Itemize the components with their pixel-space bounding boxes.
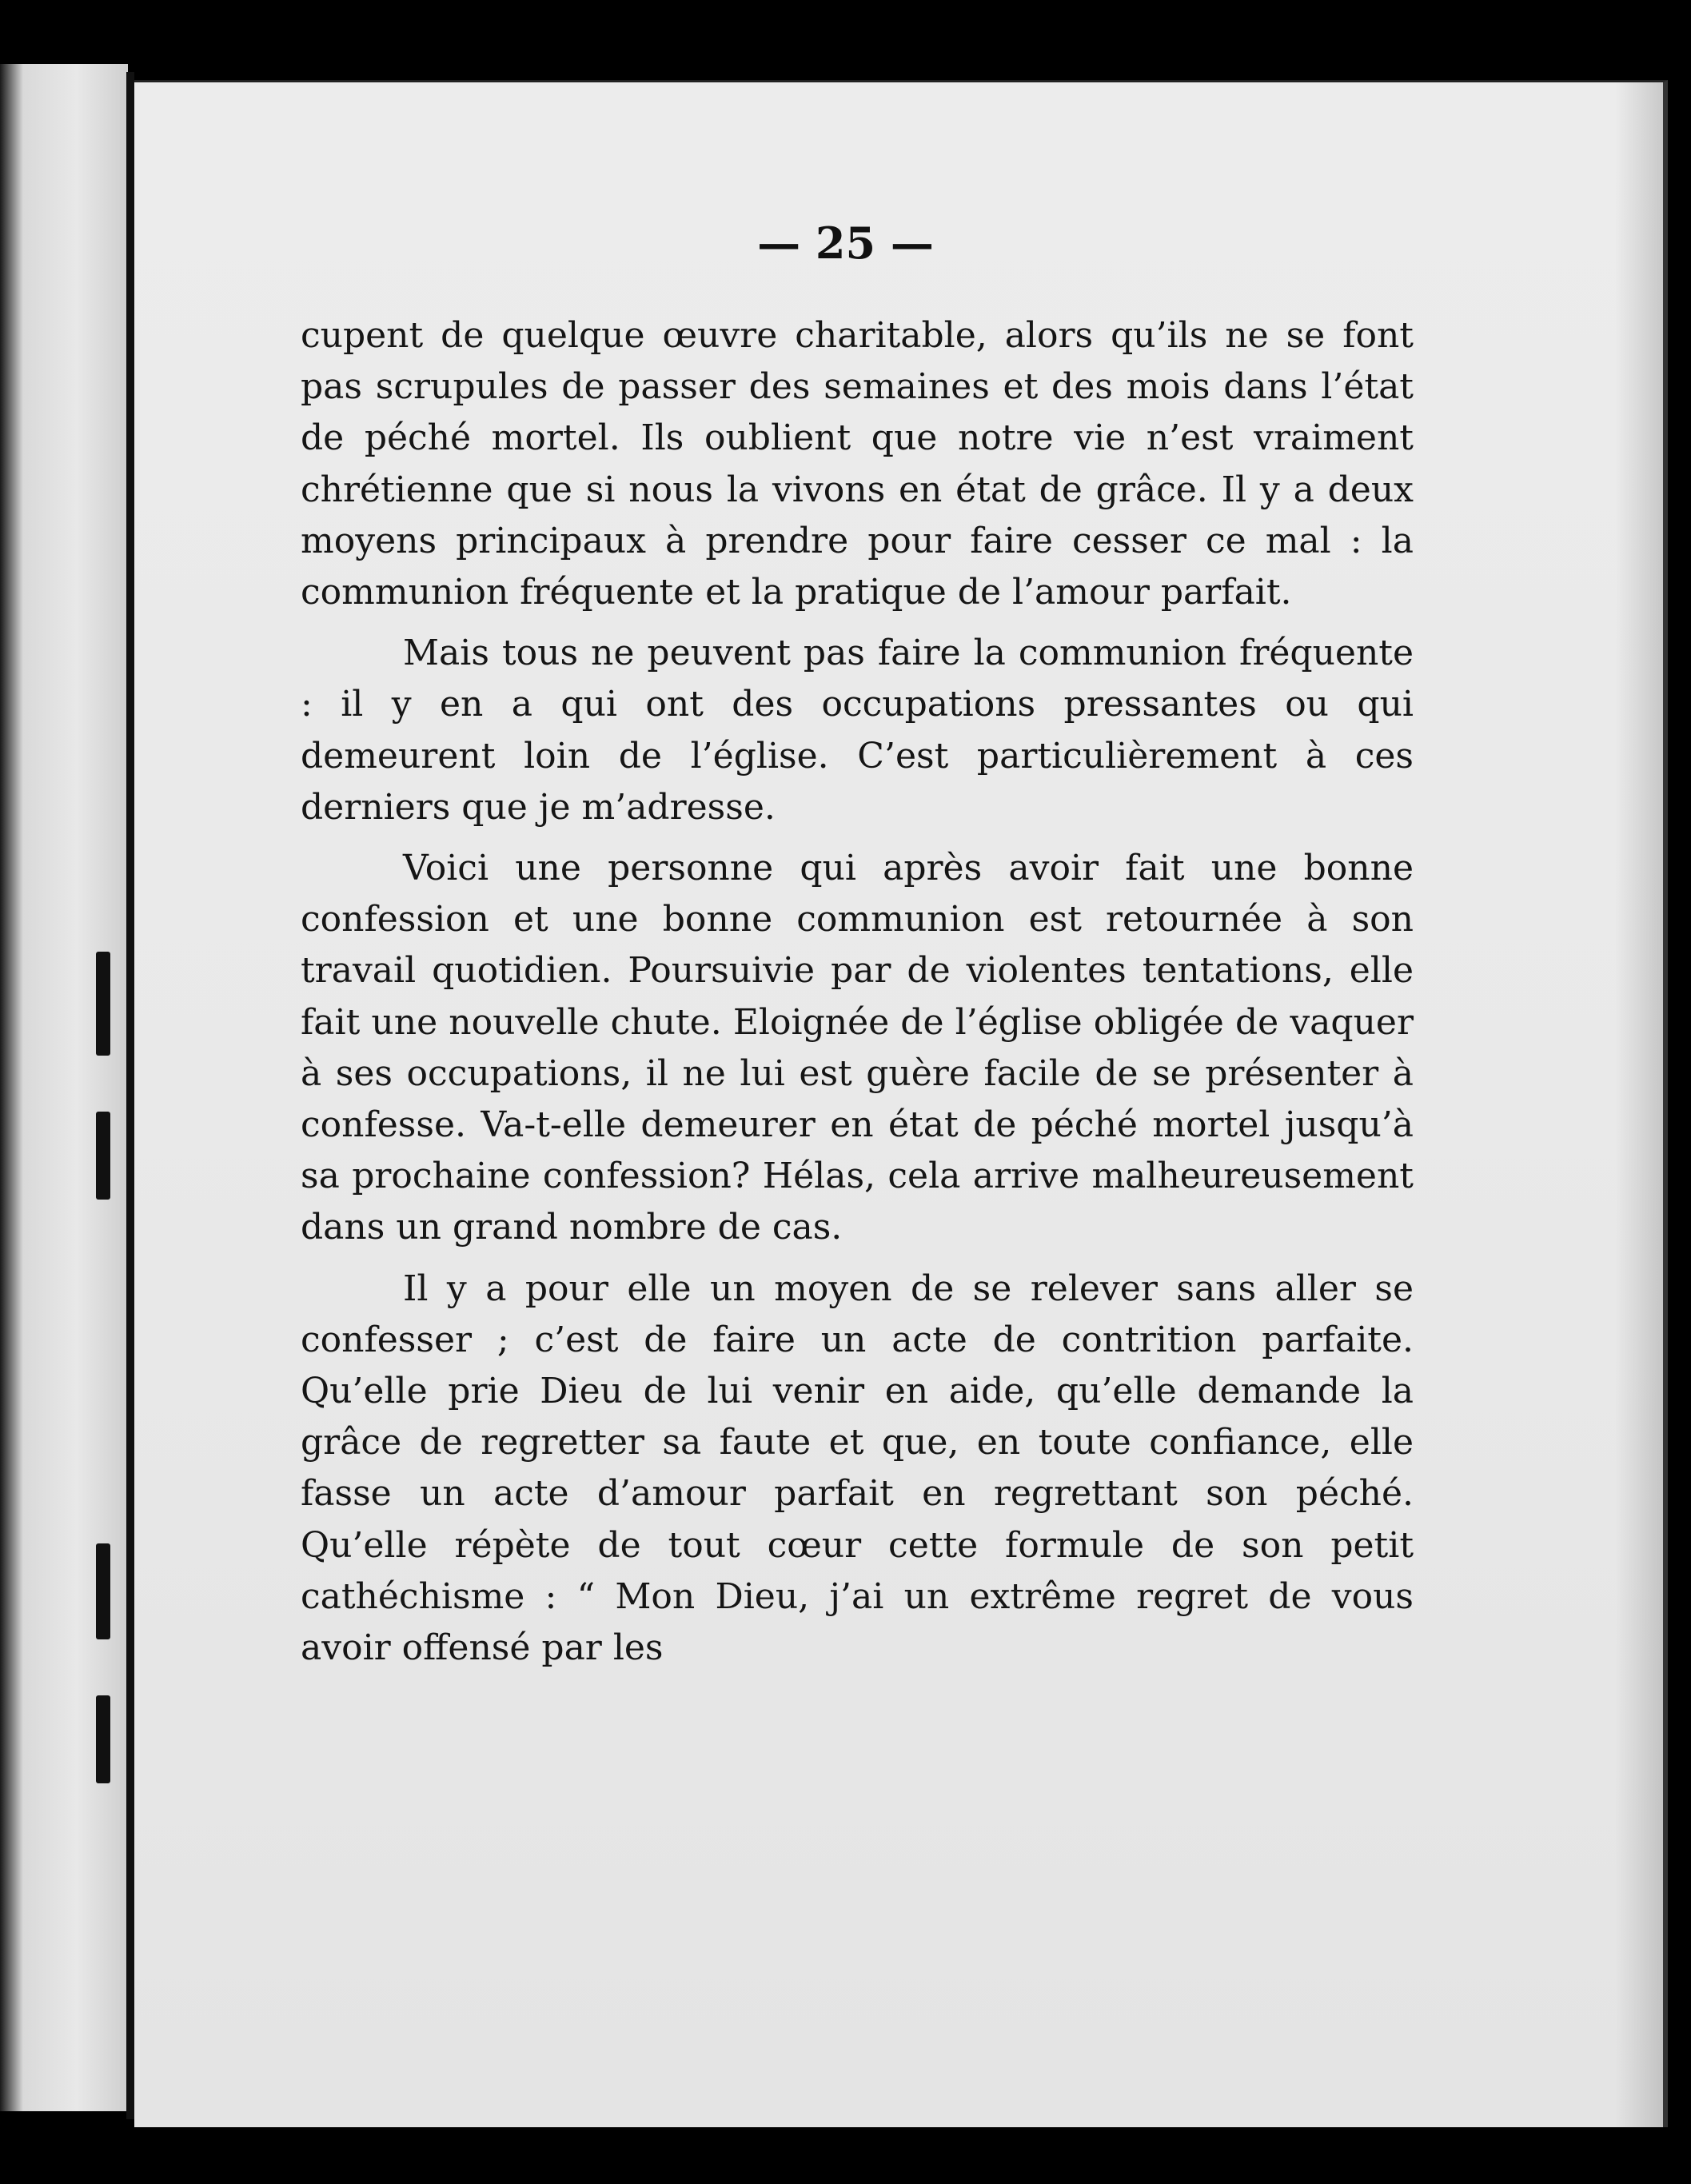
binding-stitch xyxy=(96,1543,110,1639)
paragraph: Mais tous ne peuvent pas faire la communion fréquente : il y en a qui ont des occupations pressantes ou qui demeurent loin de l’église. C’est particulièrement à ces derniers que je m’adresse. xyxy=(301,633,1414,828)
binding-stitch xyxy=(96,952,110,1056)
binding-stitch xyxy=(96,1112,110,1200)
page-text xyxy=(301,310,1414,1674)
paragraph: cupent de quelque œuvre charitable, alors qu’ils ne se font pas scrupules de passer des semaines et des mois dans l’état de péché mortel. Ils oublient que notre vie n’est vraiment chrétienne que si nous la vivons en état de grâce. Il y a deux moyens principaux à prendre pour faire cesser ce mal : la communion fréquente et la pratique de l’amour parfait. xyxy=(301,315,1414,613)
paragraph: Voici une personne qui après avoir fait une bonne confession et une bonne communion est retournée à son travail quotidien. Poursuivie par de violentes tentations, elle fait une nouvelle chute. Eloignée de l’église obligée de vaquer à ses occupations, il ne lui est guère facile de se présenter à confesse. Va-t-elle demeurer en état de péché mortel jusqu’à sa prochaine confession? Hélas, cela arrive malheureusement dans un grand nombre de cas. xyxy=(301,848,1414,1248)
previous-page-edge xyxy=(0,64,128,2111)
page-number: — 25 — xyxy=(757,218,934,269)
book-spine xyxy=(126,72,134,2119)
paragraph: Il y a pour elle un moyen de se relever sans aller se confesser ; c’est de faire un acte de contrition parfaite. Qu’elle prie Dieu de lui venir en aide, qu’elle demande la grâce de regretter sa faute et que, en toute confiance, elle fasse un acte d’amour parfait en regrettant son péché. Qu’elle répète de tout cœur cette formule de son petit cathéchisme : “ Mon Dieu, j’ai un extrême regret de vous avoir offensé par les xyxy=(301,1268,1414,1669)
binding-stitch xyxy=(96,1695,110,1783)
